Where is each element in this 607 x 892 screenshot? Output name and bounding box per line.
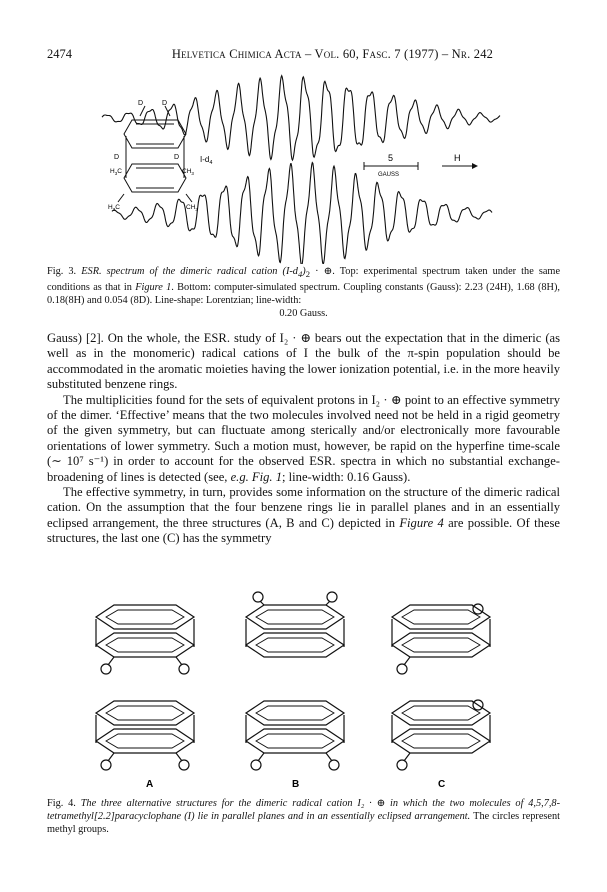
paragraph-3: The effective symmetry, in turn, provides some information on the structure of the dimeric radical cation. On the assumption that the four benzene rings lie in parallel planes and in an essentially eclipsed arrangement, the three structures (A, B and C) depicted in Figure 4 are possible. Of these structures, the last one (C) has the symmetry [47,485,560,546]
scale-unit: GAUSS [378,172,400,178]
structure-label-a: A [146,779,154,788]
structure-c [392,604,490,770]
structure-b [246,592,344,770]
gauss-scale-bar [364,162,418,170]
running-header [47,47,560,63]
atom-label-d: D [162,100,168,107]
paragraph-1: Gauss) [2]. On the whole, the ESR. study of I₂ · ⊕ bears out the expectation that in the dimeric (as well as in the monomeric) radical cations of I the bulk of the π-spin population should be accommodated in the aromatic moieties having the lower ionization potential, i.e. in the more heavily substituted benzene rings. [47,331,560,392]
figure-3 [0,72,607,264]
body-text [47,331,560,547]
structure-a [96,605,194,770]
caption-last-line: 0.20 Gauss. [279,308,328,320]
caption-text: Top: experimental spectrum taken under the same conditions as that in [47,266,561,294]
structure-label-b: B [292,779,300,788]
scale-value: 5 [388,153,394,163]
experimental-spectrum [102,76,500,160]
caption-plain-text: The circles represent methyl groups. [47,811,560,835]
atom-label-d: D [114,154,120,161]
figure-4 [0,583,607,788]
atom-label-h3c: $H_3C$ [110,168,122,176]
paragraph-2: The multiplicities found for the sets of equivalent protons in I₂ · ⊕ point to an effective symmetry of the dimer. ‘Effective’ means that the two molecules involved need not be held in a rigid geometry of the given symmetry, but can fluctuate among sterically and/or electronically more favourable orientations of lower symmetry. Such a motion must, however, be rapid on the hyperfine time-scale (∼ 10⁷ s⁻¹) in order to account for the observed ESR. spectra in which no substantial exchange-broadening of lines is detected (see, e.g. Fig. 1; line-width: 0.16 Gauss). [47,392,560,484]
caption-italic-text: The three alternative structures for the dimeric radical cation I₂ · ⊕ in which the two molecules of 4,5,7,8-tetramethyl[2.2]paracyclophane (I) lie in parallel planes and in an essentially eclipsed arrangement. [47,798,560,822]
page-number: 2474 [47,47,72,61]
structure-label-c: C [438,779,446,788]
atom-label-ch3: $CH_3$ [186,204,198,212]
figure-ref: Figure 1 [135,282,172,294]
atom-label-ch3: $CH_3$ [182,168,194,176]
figure-3-caption: Fig. 3. ESR. spectrum of the dimeric radical cation $(I-d_4)_2$ · ⊕. Top: experimental spectrum taken under the same conditions as that in Figure 1. Bottom: computer-simulated spectrum. Coupling constants (Gauss): 2.23 (24H), 1.68 (8H), 0.18(8H) and 0.054 (8D). Line-shape: Lorentzian; line-width: 0.20 Gauss. [47,266,561,320]
journal-title: Helvetica Chimica Acta – Vol. 60, Fasc. 7 (1977) – Nr. 242 [171,47,494,61]
simulated-spectrum [112,163,492,264]
figure-4-caption [47,797,560,836]
caption-label: Fig. 3. [47,266,77,277]
caption-title: ESR. spectrum of the dimeric radical cation (I-d [81,266,298,277]
caption-label: Fig. 4. [47,798,81,809]
field-label: H [454,153,461,163]
molecule-structure [118,106,192,202]
molecule-label: $I-d_4$ [200,155,213,166]
atom-label-h3c: $H_3C$ [108,204,120,212]
atom-label-d: D [174,154,180,161]
atom-label-d: D [138,100,144,107]
field-arrow-head [472,163,478,169]
